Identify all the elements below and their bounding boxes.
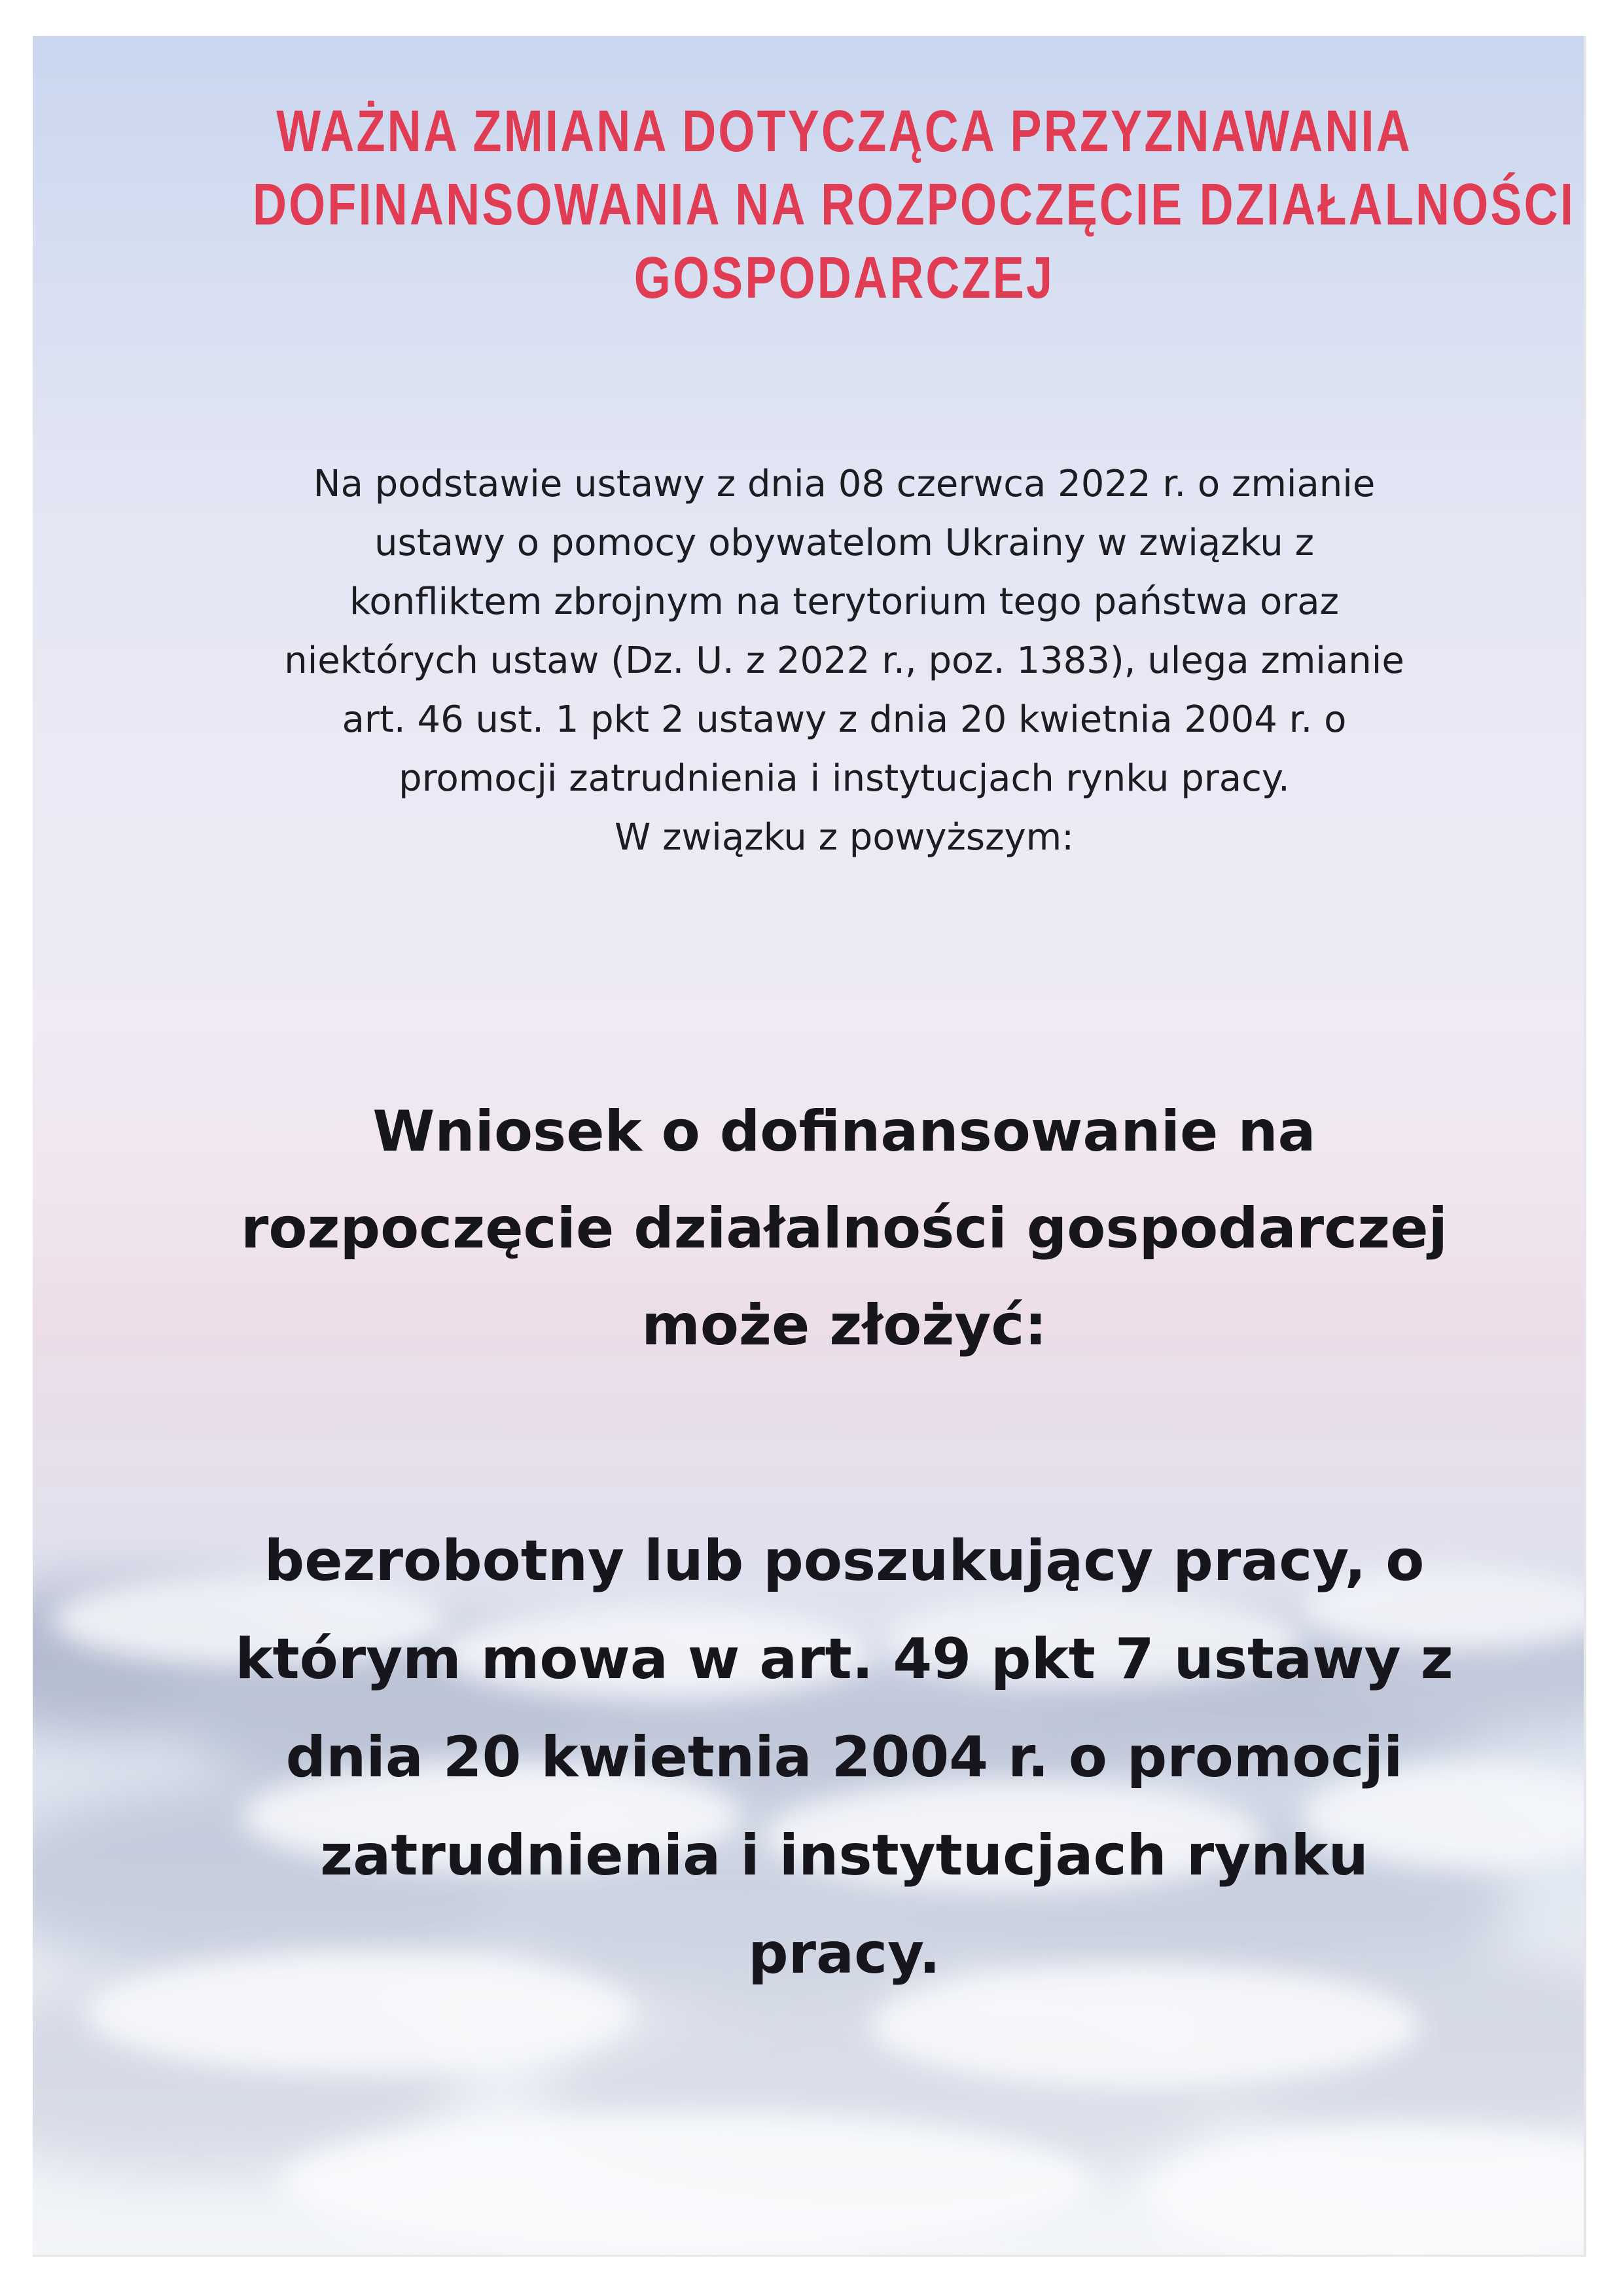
intro-line-1: Na podstawie ustawy z dnia 08 czerwca 2022 r. o zmianie [313, 463, 1376, 505]
poster [33, 36, 1584, 2255]
page-title [253, 95, 1576, 315]
eligibility-paragraph [98, 1512, 1584, 2003]
headline-line-1: Wniosek o dofinansowanie na [372, 1099, 1316, 1164]
eligible-line-1: bezrobotny lub poszukujący pracy, o [264, 1528, 1425, 1594]
intro-line-2: ustawy o pomocy obywatelom Ukrainy w związku z [374, 522, 1314, 564]
headline-line-3: może złożyć: [641, 1293, 1047, 1358]
intro-line-7: W związku z powyższym: [614, 816, 1075, 859]
intro-line-6: promocji zatrudnienia i instytucjach rynku pracy. [399, 757, 1290, 800]
intro-line-5: art. 46 ust. 1 pkt 2 ustawy z dnia 20 kwietnia 2004 r. o [342, 698, 1347, 741]
intro-paragraph [105, 455, 1584, 867]
title-line-1: WAŻNA ZMIANA DOTYCZĄCA PRZYZNAWANIA [276, 99, 1412, 164]
title-line-2: DOFINANSOWANIA NA ROZPOCZĘCIE DZIAŁALNOŚCI [253, 172, 1576, 238]
headline-line-2: rozpoczęcie działalności gospodarczej [240, 1196, 1448, 1261]
headline [98, 1083, 1584, 1374]
intro-line-3: konfliktem zbrojnym na terytorium tego państwa oraz [349, 581, 1339, 623]
scan-edge-bottom [33, 2255, 1586, 2257]
eligible-line-4: zatrudnienia i instytucjach rynku [320, 1823, 1368, 1888]
intro-line-4: niektórych ustaw (Dz. U. z 2022 r., poz. 1383), ulega zmianie [284, 639, 1404, 682]
title-line-3: GOSPODARCZEJ [633, 245, 1055, 311]
scan-edge-right [1584, 36, 1586, 2255]
eligible-line-3: dnia 20 kwietnia 2004 r. o promocji [285, 1725, 1403, 1790]
eligible-line-2: którym mowa w art. 49 pkt 7 ustawy z [235, 1626, 1454, 1692]
eligible-line-5: pracy. [748, 1921, 940, 1986]
